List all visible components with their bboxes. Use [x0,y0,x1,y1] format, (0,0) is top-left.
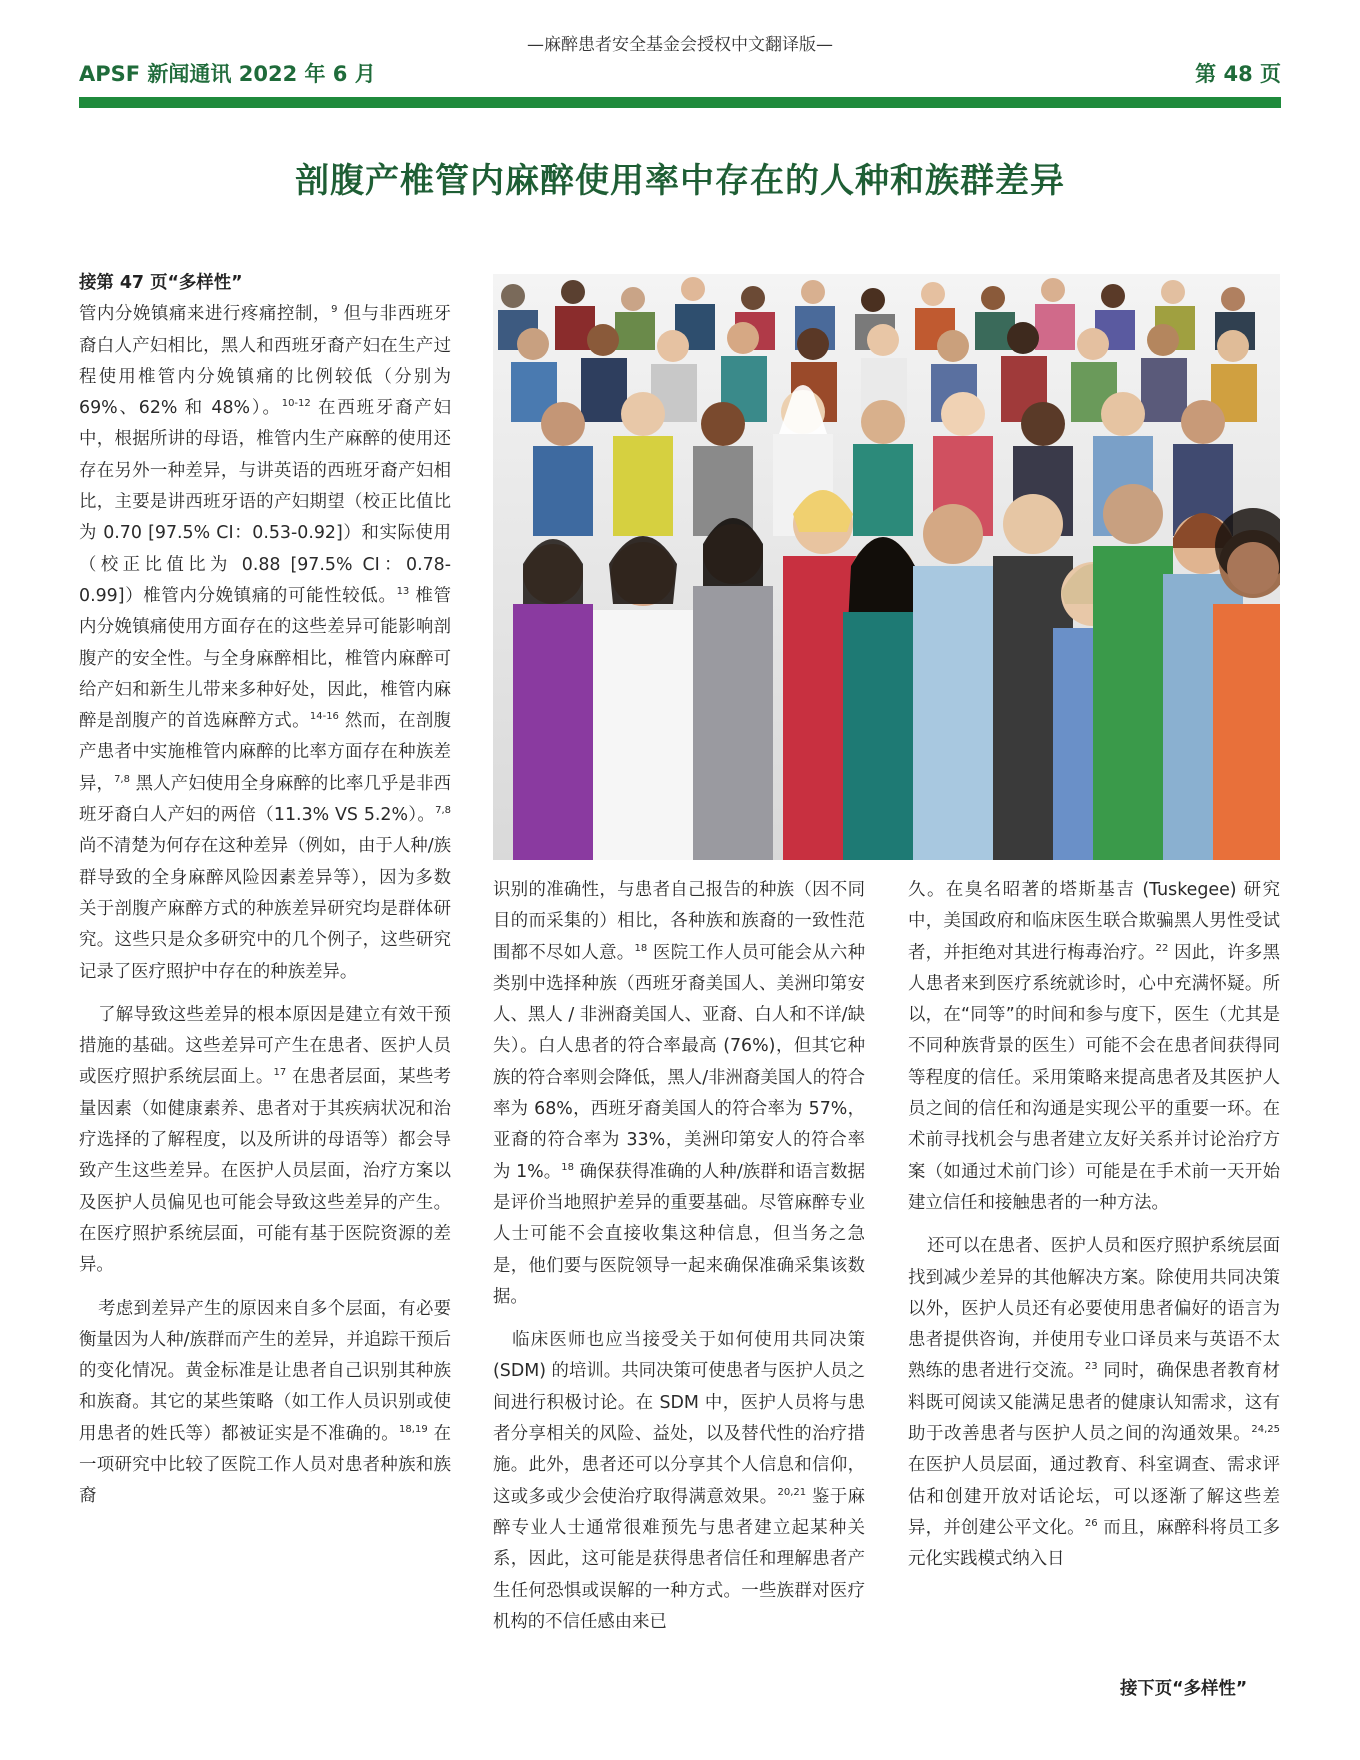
paragraph: 临床医师也应当接受关于如何使用共同决策 (SDM) 的培训。共同决策可使患者与医护人员之间进行积极讨论。在 SDM 中，医护人员将与患者分享相关的风险、益处，以及替代性的治疗措施。此外，患者还可以分享其个人信息和信仰，这或多或少会使治疗取得满意效果。$^{20,21}$ 鉴于麻醉专业人士通常很难预先与患者建立起某种关系，因此，这可能是获得患者信任和理解患者产生任何恐惧或误解的一种方式。一些族群对医疗机构的不信任感由来已 [493,1330,865,1632]
paragraph: 了解导致这些差异的根本原因是建立有效干预措施的基础。这些差异可产生在患者、医护人员或医疗照护系统层面上。$^{17}$ 在患者层面，某些考量因素（如健康素养、患者对于其疾病状况和治疗选择的了解程度，以及所讲的母语等）都会导致产生这些差异。在医护人员层面，治疗方案以及医护人员偏见也可能会导致这些差异的产生。在医疗照护系统层面，可能有基于医院资源的差异。 [79,1004,451,1276]
article-title: 剖腹产椎管内麻醉使用率中存在的人种和族群差异 [295,161,1065,201]
text-column-3 [908,875,1280,1576]
continued-to-label: 接下页“多样性” [1120,1679,1248,1699]
header-rule [79,97,1281,108]
paragraph: 久。在臭名昭著的塔斯基吉 (Tuskegee) 研究中，美国政府和临床医生联合欺骗黑人男性受试者，并拒绝对其进行梅毒治疗。$^{22}$ 因此，许多黑人患者来到医疗系统就诊时，心中充满怀疑。所以，在“同等”的时间和参与度下，医生（尤其是不同种族背景的医生）可能不会在患者间获得同等程度的信任。采用策略来提高患者及其医护人员之间的信任和沟通是实现公平的重要一环。在术前寻找机会与患者建立友好关系并讨论治疗方案（如通过术前门诊）可能是在手术前一天开始建立信任和接触患者的一种方法。 [908,880,1280,1213]
paragraph: 考虑到差异产生的原因来自多个层面，有必要衡量因为人种/族群而产生的差异，并追踪干预后的变化情况。黄金标准是让患者自己识别其种族和族裔。其它的某些策略（如工作人员识别或使用患者的姓氏等）都被证实是不准确的。$^{18,19}$ 在一项研究中比较了医院工作人员对患者种族和族裔 [79,1298,451,1507]
text-column-1 [79,268,451,1513]
paragraph: 识别的准确性，与患者自己报告的种族（因不同目的而采集的）相比，各种族和族裔的一致性范围都不尽如人意。$^{18}$ 医院工作人员可能会从六种类别中选择种族（西班牙裔美国人、美洲印第安人、黑人 / 非洲裔美国人、亚裔、白人和不详/缺失）。白人患者的符合率最高 (76%)，但其它种族的符合率则会降低，黑人/非洲裔美国人的符合率为 68%，西班牙裔美国人的符合率为 57%，亚裔的符合率为 33%，美洲印第安人的符合率为 1%。$^{18}$ 确保获得准确的人种/族群和语言数据是评价当地照护差异的重要基础。尽管麻醉专业人士可能不会直接收集这种信息，但当务之急是，他们要与医院领导一起来确保准确采集该数据。 [493,880,865,1307]
crowd-photo [493,274,1280,860]
page-number: 第 48 页 [1195,62,1281,86]
continued-from-label: 接第 47 页“多样性” [79,273,243,293]
authorization-line: —麻醉患者安全基金会授权中文翻译版— [527,35,833,55]
paragraph: 还可以在患者、医护人员和医疗照护系统层面找到减少差异的其他解决方案。除使用共同决策以外，医护人员还有必要使用患者偏好的语言为患者提供咨询，并使用专业口译员来与英语不太熟练的患者进行交流。$^{23}$ 同时，确保患者教育材料既可阅读又能满足患者的健康认知需求，这有助于改善患者与医护人员之间的沟通效果。$^{24,25}$ 在医护人员层面，通过教育、科室调查、需求评估和创建开放对话论坛，可以逐渐了解这些差异，并创建公平文化。$^{26}$ 而且，麻醉科将员工多元化实践模式纳入日 [908,1236,1280,1570]
text-column-2 [493,875,865,1638]
paragraph: 管内分娩镇痛来进行疼痛控制，$^9$ 但与非西班牙裔白人产妇相比，黑人和西班牙裔产妇在生产过程使用椎管内分娩镇痛的比例较低（分别为 69%、62% 和 48%）。$^{10-12}$ 在西班牙裔产妇中，根据所讲的母语，椎管内生产麻醉的使用还存在另外一种差异，与讲英语的西班牙裔产妇相比，主要是讲西班牙语的产妇期望（校正比值比为 0.70 [97.5% CI：0.53-0.92]）和实际使用（校正比值比为 0.88 [97.5% CI：0.78-0.99]）椎管内分娩镇痛的可能性较低。$^{13}$ 椎管内分娩镇痛使用方面存在的这些差异可能影响剖腹产的安全性。与全身麻醉相比，椎管内麻醉可给产妇和新生儿带来多种好处，因此，椎管内麻醉是剖腹产的首选麻醉方式。$^{14-16}$ 然而，在剖腹产患者中实施椎管内麻醉的比率方面存在种族差异，$^{7,8}$ 黑人产妇使用全身麻醉的比率几乎是非西班牙裔白人产妇的两倍（11.3% VS 5.2%）。$^{7,8}$ 尚不清楚为何存在这种差异（例如，由于人种/族群导致的全身麻醉风险因素差异等），因为多数关于剖腹产麻醉方式的种族差异研究均是群体研究。这些只是众多研究中的几个例子，这些研究记录了医疗照护中存在的种族差异。 [79,304,452,982]
newsletter-title: APSF 新闻通讯 2022 年 6 月 [79,62,376,86]
